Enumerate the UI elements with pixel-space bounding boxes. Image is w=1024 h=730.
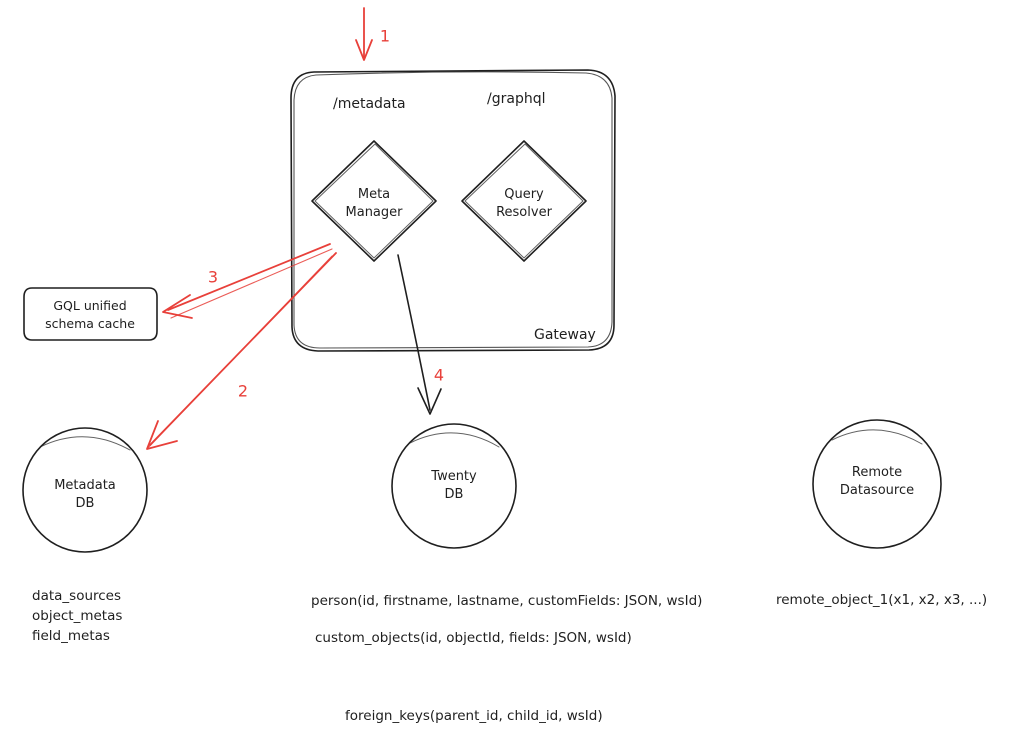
endpoint-label-metadata: /metadata bbox=[333, 96, 406, 112]
metadata-db-label-line2: DB bbox=[75, 495, 95, 511]
meta-manager-label-line2: Manager bbox=[345, 204, 403, 220]
arrow-number-2: 2 bbox=[237, 381, 249, 401]
arrow-number-3: 3 bbox=[207, 267, 219, 287]
query-resolver-label-line1: Query bbox=[504, 186, 544, 202]
remote-datasource-circle-sketch bbox=[832, 430, 922, 444]
gql-schema-cache-box bbox=[24, 288, 157, 340]
gateway-label: Gateway bbox=[534, 327, 596, 343]
metadata-db-table-1: data_sources bbox=[32, 588, 122, 604]
twenty-db-label-line1: Twenty bbox=[431, 468, 477, 484]
arrow-number-1: 1 bbox=[379, 26, 391, 46]
custom-objects-table-label: custom_objects(id, objectId, fields: JSON, wsId) bbox=[315, 630, 632, 646]
arrow-4-line bbox=[398, 255, 430, 410]
gql-schema-cache-label-line1: GQL unified bbox=[53, 298, 127, 314]
query-resolver-label-line2: Resolver bbox=[496, 204, 552, 220]
arrow-3-line-b bbox=[171, 249, 332, 318]
foreign-keys-table-label: foreign_keys(parent_id, child_id, wsId) bbox=[345, 708, 603, 724]
endpoint-label-graphql: /graphql bbox=[487, 91, 546, 107]
meta-manager-label-line1: Meta bbox=[357, 186, 391, 202]
gql-schema-cache-label-line2: schema cache bbox=[45, 316, 135, 332]
remote-object-table-label: remote_object_1(x1, x2, x3, ...) bbox=[776, 592, 988, 608]
arrow-3-line bbox=[168, 244, 330, 310]
metadata-db-circle-sketch bbox=[40, 437, 130, 450]
metadata-db-table-3: field_metas bbox=[32, 628, 110, 644]
metadata-db-table-2: object_metas bbox=[32, 608, 123, 624]
twenty-db-circle-sketch bbox=[410, 433, 499, 447]
arrow-number-4: 4 bbox=[433, 365, 445, 385]
arrow-2-line-b bbox=[147, 256, 332, 449]
remote-datasource-label-line1: Remote bbox=[851, 464, 903, 480]
remote-datasource-label-line2: Datasource bbox=[839, 482, 915, 498]
twenty-db-label-line2: DB bbox=[444, 486, 464, 502]
metadata-db-label-line1: Metadata bbox=[54, 477, 116, 493]
person-table-label: person(id, firstname, lastname, customFields: JSON, wsId) bbox=[311, 593, 703, 609]
